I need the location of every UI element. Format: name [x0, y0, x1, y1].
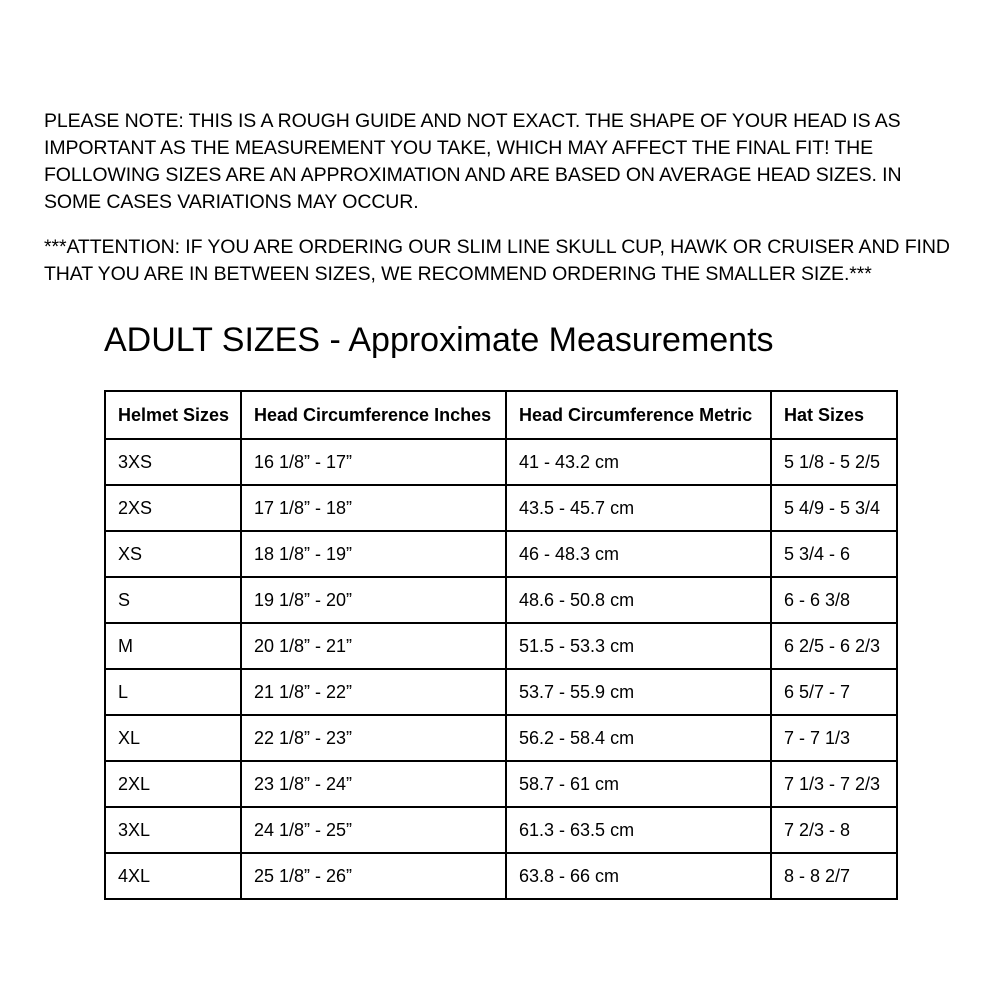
table-cell: 17 1/8” - 18”	[241, 485, 506, 531]
table-header-row	[105, 391, 897, 439]
column-header-head-circumference-inches: Head Circumference Inches	[241, 391, 506, 439]
table-cell: 41 - 43.2 cm	[506, 439, 771, 485]
table-cell: 25 1/8” - 26”	[241, 853, 506, 899]
table-row	[105, 761, 897, 807]
table-cell: 5 4/9 - 5 3/4	[771, 485, 897, 531]
table-cell: 21 1/8” - 22”	[241, 669, 506, 715]
table-body	[105, 439, 897, 899]
table-cell: 46 - 48.3 cm	[506, 531, 771, 577]
adult-sizes-table	[104, 390, 898, 900]
table-cell: L	[105, 669, 241, 715]
table-cell: 20 1/8” - 21”	[241, 623, 506, 669]
table-row	[105, 853, 897, 899]
table-cell: 24 1/8” - 25”	[241, 807, 506, 853]
table-row	[105, 715, 897, 761]
table-cell: 16 1/8” - 17”	[241, 439, 506, 485]
table-cell: 2XS	[105, 485, 241, 531]
table-cell: 6 2/5 - 6 2/3	[771, 623, 897, 669]
table-row	[105, 807, 897, 853]
table-cell: 7 2/3 - 8	[771, 807, 897, 853]
table-cell: XL	[105, 715, 241, 761]
note-paragraph-1: PLEASE NOTE: THIS IS A ROUGH GUIDE AND NOT EXACT. THE SHAPE OF YOUR HEAD IS AS IMPORTANT AS THE MEASUREMENT YOU TAKE, WHICH MAY AFFECT THE FINAL FIT! THE FOLLOWING SIZES ARE AN APPROXIMATION AND ARE BASED ON AVERAGE HEAD SIZES. IN SOME CASES VARIATIONS MAY OCCUR.	[44, 110, 902, 213]
table-cell: 43.5 - 45.7 cm	[506, 485, 771, 531]
table-cell: 22 1/8” - 23”	[241, 715, 506, 761]
table-cell: 3XL	[105, 807, 241, 853]
note-paragraph-2: ***ATTENTION: IF YOU ARE ORDERING OUR SLIM LINE SKULL CUP, HAWK OR CRUISER AND FIND THAT YOU ARE IN BETWEEN SIZES, WE RECOMMEND ORDERING THE SMALLER SIZE.***	[44, 236, 950, 285]
table-cell: 48.6 - 50.8 cm	[506, 577, 771, 623]
table-cell: 5 1/8 - 5 2/5	[771, 439, 897, 485]
table-cell: 23 1/8” - 24”	[241, 761, 506, 807]
column-header-helmet-sizes: Helmet Sizes	[105, 391, 241, 439]
page-title: ADULT SIZES - Approximate Measurements	[104, 321, 774, 359]
table-cell: 19 1/8” - 20”	[241, 577, 506, 623]
table-cell: XS	[105, 531, 241, 577]
table-cell: 4XL	[105, 853, 241, 899]
table-cell: 6 - 6 3/8	[771, 577, 897, 623]
table-cell: S	[105, 577, 241, 623]
table-cell: 7 1/3 - 7 2/3	[771, 761, 897, 807]
table-cell: 8 - 8 2/7	[771, 853, 897, 899]
table-cell: 61.3 - 63.5 cm	[506, 807, 771, 853]
table-cell: 58.7 - 61 cm	[506, 761, 771, 807]
table-cell: 5 3/4 - 6	[771, 531, 897, 577]
table-row	[105, 439, 897, 485]
column-header-head-circumference-metric: Head Circumference Metric	[506, 391, 771, 439]
table-cell: 51.5 - 53.3 cm	[506, 623, 771, 669]
table-cell: M	[105, 623, 241, 669]
table-cell: 3XS	[105, 439, 241, 485]
table-cell: 2XL	[105, 761, 241, 807]
table-row	[105, 531, 897, 577]
table-row	[105, 577, 897, 623]
table-cell: 63.8 - 66 cm	[506, 853, 771, 899]
table-row	[105, 623, 897, 669]
table-cell: 56.2 - 58.4 cm	[506, 715, 771, 761]
column-header-hat-sizes: Hat Sizes	[771, 391, 897, 439]
table-cell: 53.7 - 55.9 cm	[506, 669, 771, 715]
table-row	[105, 485, 897, 531]
notes-block	[44, 108, 956, 288]
table-cell: 6 5/7 - 7	[771, 669, 897, 715]
table-cell: 18 1/8” - 19”	[241, 531, 506, 577]
table-cell: 7 - 7 1/3	[771, 715, 897, 761]
table-row	[105, 669, 897, 715]
